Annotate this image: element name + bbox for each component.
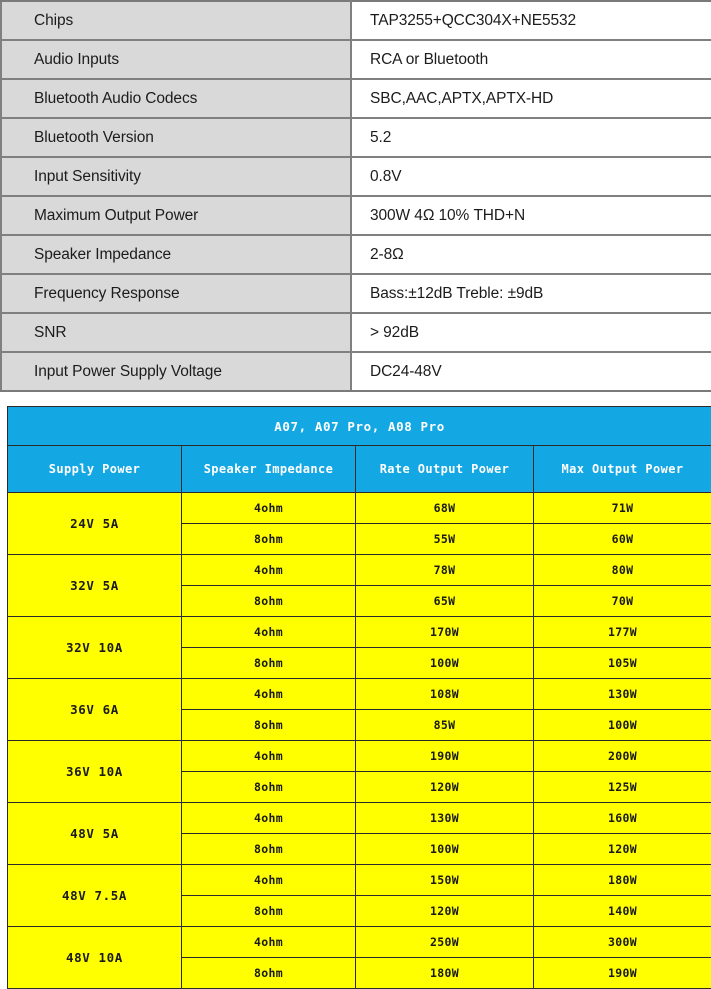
- speaker-impedance-cell: 8ohm: [182, 958, 356, 989]
- table-row: [8, 803, 711, 834]
- speaker-impedance-cell: 8ohm: [182, 524, 356, 555]
- power-table-title: A07, A07 Pro, A08 Pro: [8, 407, 711, 446]
- speaker-impedance-cell: 4ohm: [182, 803, 356, 834]
- power-table-column-header-row: [8, 446, 711, 493]
- max-output-power-cell: 190W: [534, 958, 711, 989]
- spec-value: RCA or Bluetooth: [351, 40, 711, 79]
- spec-value: 0.8V: [351, 157, 711, 196]
- column-header-supply-power: Supply Power: [8, 446, 182, 493]
- speaker-impedance-cell: 8ohm: [182, 710, 356, 741]
- supply-power-cell: 36V 6A: [8, 679, 182, 741]
- table-row: [8, 555, 711, 586]
- spec-value: DC24-48V: [351, 352, 711, 391]
- max-output-power-cell: 140W: [534, 896, 711, 927]
- rate-output-power-cell: 68W: [356, 493, 534, 524]
- spec-label: Bluetooth Audio Codecs: [1, 79, 351, 118]
- speaker-impedance-cell: 8ohm: [182, 586, 356, 617]
- spec-value: 2-8Ω: [351, 235, 711, 274]
- max-output-power-cell: 120W: [534, 834, 711, 865]
- max-output-power-cell: 105W: [534, 648, 711, 679]
- spec-label: Maximum Output Power: [1, 196, 351, 235]
- spec-value: 5.2: [351, 118, 711, 157]
- rate-output-power-cell: 108W: [356, 679, 534, 710]
- supply-power-cell: 48V 10A: [8, 927, 182, 989]
- spec-value: > 92dB: [351, 313, 711, 352]
- table-row: [8, 865, 711, 896]
- table-row: [8, 927, 711, 958]
- specification-table-body: [1, 1, 711, 391]
- table-row: [1, 1, 711, 40]
- rate-output-power-cell: 250W: [356, 927, 534, 958]
- speaker-impedance-cell: 4ohm: [182, 555, 356, 586]
- supply-power-cell: 48V 5A: [8, 803, 182, 865]
- table-row: [1, 313, 711, 352]
- max-output-power-cell: 60W: [534, 524, 711, 555]
- table-row: [1, 157, 711, 196]
- spec-label: Input Sensitivity: [1, 157, 351, 196]
- max-output-power-cell: 130W: [534, 679, 711, 710]
- rate-output-power-cell: 180W: [356, 958, 534, 989]
- rate-output-power-cell: 150W: [356, 865, 534, 896]
- speaker-impedance-cell: 4ohm: [182, 617, 356, 648]
- table-separator-gap: [0, 392, 711, 406]
- spec-label: Audio Inputs: [1, 40, 351, 79]
- rate-output-power-cell: 100W: [356, 834, 534, 865]
- table-row: [1, 196, 711, 235]
- speaker-impedance-cell: 4ohm: [182, 927, 356, 958]
- max-output-power-cell: 177W: [534, 617, 711, 648]
- table-row: [1, 40, 711, 79]
- table-row: [8, 679, 711, 710]
- table-row: [8, 617, 711, 648]
- table-row: [8, 493, 711, 524]
- rate-output-power-cell: 65W: [356, 586, 534, 617]
- spec-value: 300W 4Ω 10% THD+N: [351, 196, 711, 235]
- column-header-rate-output-power: Rate Output Power: [356, 446, 534, 493]
- rate-output-power-cell: 130W: [356, 803, 534, 834]
- max-output-power-cell: 300W: [534, 927, 711, 958]
- speaker-impedance-cell: 8ohm: [182, 896, 356, 927]
- rate-output-power-cell: 120W: [356, 772, 534, 803]
- max-output-power-cell: 71W: [534, 493, 711, 524]
- power-table-title-row: [8, 407, 711, 446]
- speaker-impedance-cell: 8ohm: [182, 648, 356, 679]
- supply-power-cell: 48V 7.5A: [8, 865, 182, 927]
- spec-label: Speaker Impedance: [1, 235, 351, 274]
- rate-output-power-cell: 170W: [356, 617, 534, 648]
- max-output-power-cell: 100W: [534, 710, 711, 741]
- table-row: [1, 352, 711, 391]
- table-row: [1, 274, 711, 313]
- max-output-power-cell: 200W: [534, 741, 711, 772]
- rate-output-power-cell: 78W: [356, 555, 534, 586]
- table-row: [1, 235, 711, 274]
- spec-label: SNR: [1, 313, 351, 352]
- supply-power-cell: 24V 5A: [8, 493, 182, 555]
- speaker-impedance-cell: 4ohm: [182, 493, 356, 524]
- spec-label: Bluetooth Version: [1, 118, 351, 157]
- table-row: [1, 79, 711, 118]
- spec-label: Frequency Response: [1, 274, 351, 313]
- supply-power-cell: 32V 10A: [8, 617, 182, 679]
- spec-label: Chips: [1, 1, 351, 40]
- supply-power-cell: 36V 10A: [8, 741, 182, 803]
- table-row: [8, 741, 711, 772]
- max-output-power-cell: 125W: [534, 772, 711, 803]
- spec-value: SBC,AAC,APTX,APTX-HD: [351, 79, 711, 118]
- spec-value: Bass:±12dB Treble: ±9dB: [351, 274, 711, 313]
- speaker-impedance-cell: 4ohm: [182, 865, 356, 896]
- supply-power-cell: 32V 5A: [8, 555, 182, 617]
- spec-label: Input Power Supply Voltage: [1, 352, 351, 391]
- column-header-max-output-power: Max Output Power: [534, 446, 711, 493]
- spec-value: TAP3255+QCC304X+NE5532: [351, 1, 711, 40]
- power-table-body: [8, 493, 711, 989]
- max-output-power-cell: 70W: [534, 586, 711, 617]
- speaker-impedance-cell: 8ohm: [182, 834, 356, 865]
- power-table-head: [8, 407, 711, 493]
- rate-output-power-cell: 120W: [356, 896, 534, 927]
- rate-output-power-cell: 85W: [356, 710, 534, 741]
- column-header-speaker-impedance: Speaker Impedance: [182, 446, 356, 493]
- rate-output-power-cell: 55W: [356, 524, 534, 555]
- power-table-wrapper: [0, 406, 711, 989]
- table-row: [1, 118, 711, 157]
- specification-table: [0, 0, 711, 392]
- speaker-impedance-cell: 4ohm: [182, 741, 356, 772]
- speaker-impedance-cell: 4ohm: [182, 679, 356, 710]
- power-output-table: [7, 406, 711, 989]
- rate-output-power-cell: 100W: [356, 648, 534, 679]
- speaker-impedance-cell: 8ohm: [182, 772, 356, 803]
- rate-output-power-cell: 190W: [356, 741, 534, 772]
- max-output-power-cell: 80W: [534, 555, 711, 586]
- max-output-power-cell: 180W: [534, 865, 711, 896]
- max-output-power-cell: 160W: [534, 803, 711, 834]
